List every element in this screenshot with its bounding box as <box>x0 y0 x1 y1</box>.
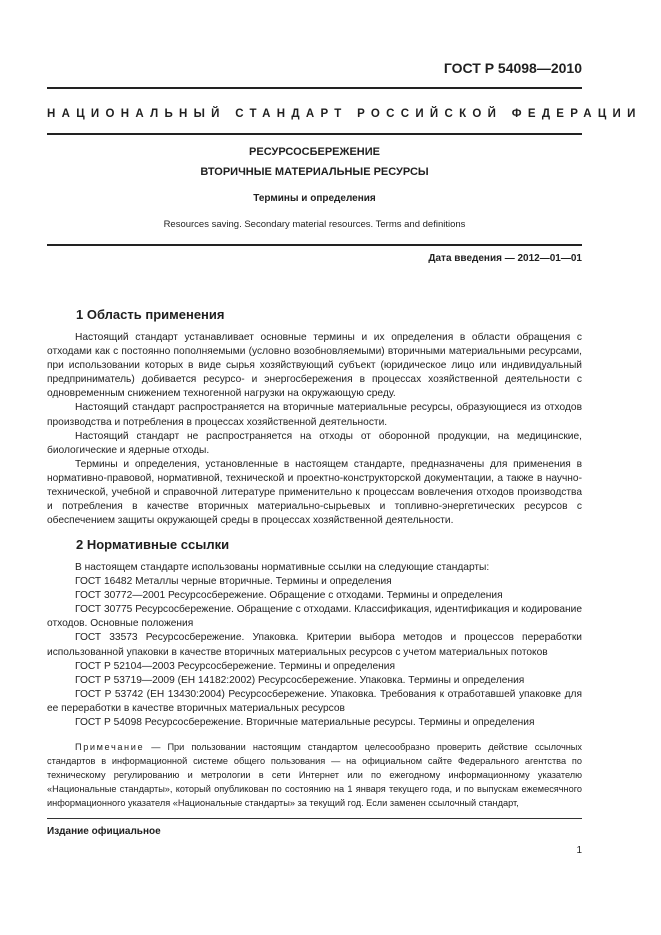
section-2-intro: В настоящем стандарте использованы нормативные ссылки на следующие стандарты: <box>75 562 490 573</box>
section-1-heading: 1 Область применения <box>76 307 225 322</box>
gost-code: ГОСТ Р 54098—2010 <box>443 60 582 76</box>
edition-label: Издание официальное <box>47 826 161 837</box>
normative-reference: ГОСТ Р 54098 Ресурсосбережение. Вторичные материальные ресурсы. Термины и определения <box>75 717 535 729</box>
introduction-date: Дата введения — 2012—01—01 <box>428 253 582 264</box>
normative-reference: ГОСТ 30775 Ресурсосбережение. Обращение с отходами. Классификация, идентификация и кодирование отходов. Основные положения <box>47 604 582 630</box>
standard-banner: НАЦИОНАЛЬНЫЙ СТАНДАРТ РОССИЙСКОЙ ФЕДЕРАЦИИ <box>47 108 642 120</box>
normative-reference: ГОСТ 33573 Ресурсосбережение. Упаковка. Критерии выбора методов и процессов переработки использованной упаковки в качестве вторичных материальных ресурсов с учетом материальных потоков <box>47 632 582 658</box>
title-line-3: Термины и определения <box>253 193 376 204</box>
section-1-body <box>47 331 582 528</box>
section-1-paragraph: Термины и определения, установленные в настоящем стандарте, предназначены для применения в нормативно-правовой, нормативной, технической и проектно-конструкторской документации, а также в научно-технической, учебной и справочной литературе применительно к процессам вовлечения отходов производства и потребления в качестве вторичных материально-сырьевых и топливно-энергетических ресурсов с обеспечением защиты окружающей среды в процессах хозяйственной деятельности. <box>47 458 582 527</box>
note-block <box>47 740 582 810</box>
normative-reference: ГОСТ Р 53719—2009 (ЕН 14182:2002) Ресурсосбережение. Упаковка. Термины и определения <box>75 674 525 686</box>
title-line-2: ВТОРИЧНЫЕ МАТЕРИАЛЬНЫЕ РЕСУРСЫ <box>200 166 429 178</box>
normative-reference: ГОСТ 16482 Металлы черные вторичные. Термины и определения <box>75 576 392 588</box>
header-rule <box>47 87 582 89</box>
title-line-1: РЕСУРСОСБЕРЕЖЕНИЕ <box>249 146 380 158</box>
banner-rule <box>47 133 582 135</box>
normative-reference: ГОСТ Р 52104—2003 Ресурсосбережение. Термины и определения <box>75 660 396 672</box>
normative-reference: ГОСТ 30772—2001 Ресурсосбережение. Обращение с отходами. Термины и определения <box>75 590 503 602</box>
section-1-paragraph: Настоящий стандарт распространяется на вторичные материальные ресурсы, образующиеся из отходов производства и потребления в процессах хозяйственной деятельности. <box>47 402 582 428</box>
english-title: Resources saving. Secondary material resources. Terms and definitions <box>163 219 466 230</box>
footer-rule <box>47 818 582 819</box>
section-2-heading: 2 Нормативные ссылки <box>76 537 230 552</box>
section-2-body <box>47 561 582 730</box>
title-rule <box>47 244 582 246</box>
page-number: 1 <box>576 845 582 856</box>
section-1-paragraph: Настоящий стандарт устанавливает основные термины и их определения в области обращения с отходами как с постоянно пополняемыми (условно возобновляемыми) вторичными материальными ресурсами, при использовании которых в виде сырья хозяйствующий субъект (юридическое лицо или индивидуальный предприниматель) добивается ресурсо- и энергосбережения в процессах хозяйственной деятельности с одновременным снижением техногенной нагрузки на окружающую среду. <box>47 332 582 400</box>
section-1-paragraph: Настоящий стандарт не распространяется на отходы от оборонной продукции, на медицинские, биологические и ядерные отходы. <box>47 430 582 456</box>
note-label: Примечание <box>75 742 145 752</box>
normative-reference: ГОСТ Р 53742 (ЕН 13430:2004) Ресурсосбережение. Упаковка. Требования к отработавшей упаковке для ее переработки в качестве вторичных материальных ресурсов <box>47 688 582 714</box>
note-text: — При пользовании настоящим стандартом целесообразно проверить действие ссылочных стандартов в информационной системе общего пользования — на официальном сайте Федерального агентства по техническому регулированию и метрологии в сети Интернет или по ежегодному информационному указателю «Национальные стандарты», который опубликован по состоянию на 1 января текущего года, и по выпускам ежемесячного информационного указателя «Национальные стандарты» за текущий год. Если заменен ссылочный стандарт, <box>47 742 582 809</box>
note-paragraph <box>47 740 582 810</box>
